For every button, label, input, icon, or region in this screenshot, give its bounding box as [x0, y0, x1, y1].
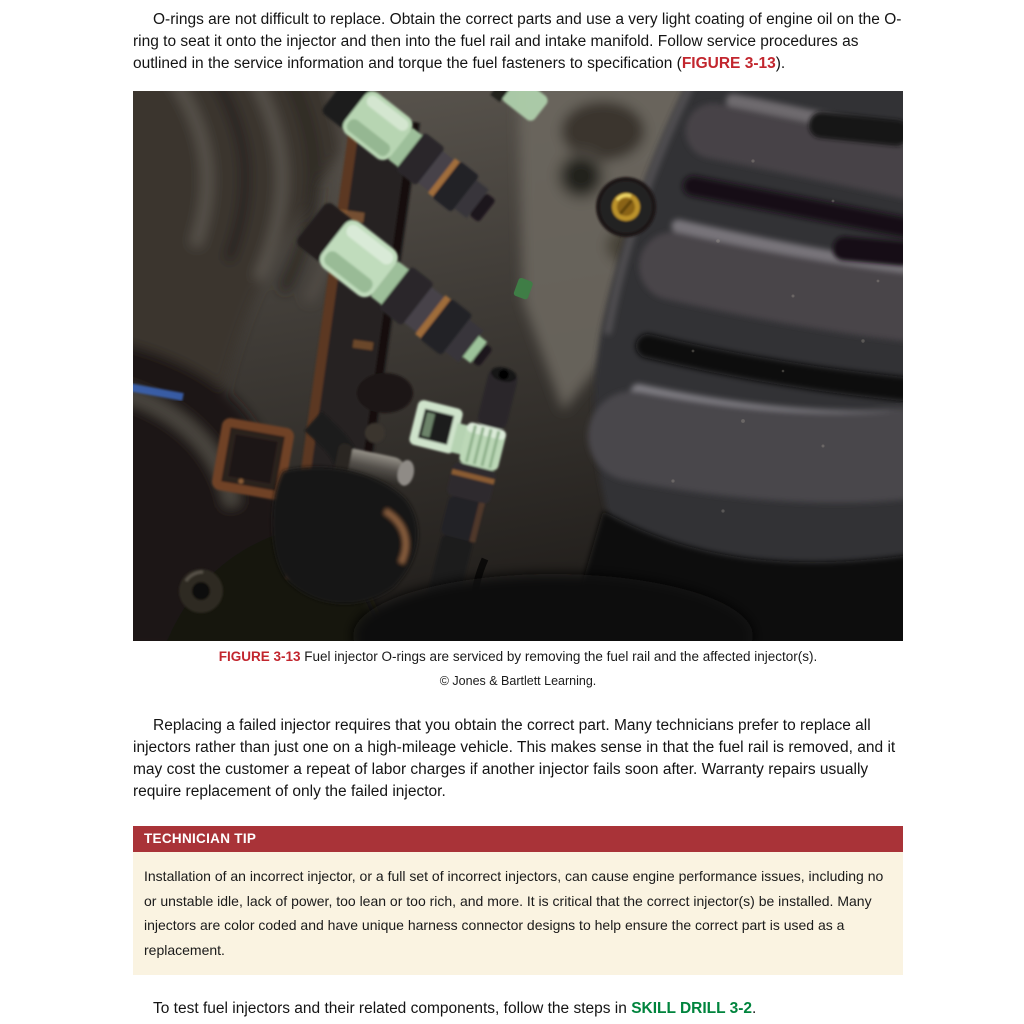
copyright-credit: © Jones & Bartlett Learning. [439, 674, 597, 688]
figure-caption-text: Fuel injector O-rings are serviced by removing the fuel rail and the affected injector(s). [300, 649, 818, 664]
closing-text: To test fuel injectors and their related components, follow the steps in [153, 1000, 632, 1017]
engine-photo [133, 91, 903, 641]
figure-caption-label: FIGURE 3-13 [218, 649, 301, 664]
closing-text-end: . [752, 1000, 757, 1017]
paragraph-intro [133, 9, 903, 75]
figure-3-13 [133, 91, 903, 688]
intro-text: O-rings are not difficult to replace. Obtain the correct parts and use a very light coating of engine oil on the O-ring to seat it onto the injector and then into the fuel rail and intake manifold. Follow service procedures as outlined in the service information and torque the fuel fasteners to specification ( [133, 11, 902, 72]
technician-tip-box [133, 826, 903, 975]
tip-body: Installation of an incorrect injector, or a full set of incorrect injectors, can cause engine performance issues, including no or unstable idle, lack of power, too lean or too rich, and more. It is critical that the correct injector(s) be installed. Many injectors are color coded and have unique harness connector designs to help ensure the correct part is used as a replacement. [133, 852, 903, 975]
paragraph-closing [133, 998, 903, 1020]
intro-text-end: ). [775, 55, 786, 72]
tip-header: TECHNICIAN TIP [133, 826, 903, 852]
engine-photo-illustration [133, 91, 903, 641]
brass-screw [596, 177, 656, 237]
bolt-head [179, 569, 223, 613]
figure-caption [133, 648, 903, 665]
figure-ref-link[interactable]: FIGURE 3-13 [681, 55, 776, 72]
skill-drill-link[interactable]: SKILL DRILL 3-2 [631, 1000, 753, 1017]
paragraph-replacing: Replacing a failed injector requires that you obtain the correct part. Many technicians prefer to replace all injectors rather than just one on a high-mileage vehicle. This makes sense in that the fuel rail is removed, and it may cost the customer a repeat of labor charges if another injector fails soon after. Warranty repairs usually require replacement of only the failed injector. [133, 717, 896, 800]
